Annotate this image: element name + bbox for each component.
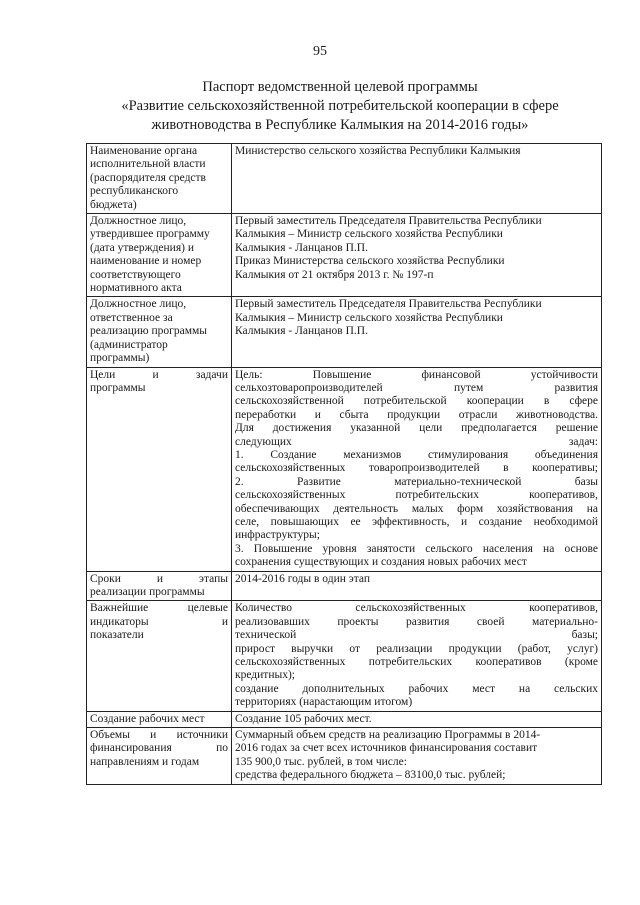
- row-value-line: селе, повышающих ее эффективность, и создание необходимой: [235, 515, 598, 528]
- title-line: животноводства в Республике Калмыкия на 2014-2016 годы»: [151, 117, 529, 133]
- row-value-line: Калмыкия - Ланцанов П.П.: [235, 325, 368, 338]
- row-value-cell: [232, 571, 602, 601]
- row-value-line: Создание 105 рабочих мест.: [235, 712, 372, 725]
- row-value-cell: [232, 297, 602, 367]
- row-label-line: программы: [90, 381, 146, 394]
- table-row: [87, 571, 602, 601]
- row-value-line: 135 900,0 тыс. рублей, в том числе:: [235, 755, 407, 768]
- program-passport-table: [86, 143, 602, 785]
- table-row: [87, 144, 602, 214]
- row-label-line: программы): [90, 352, 150, 365]
- row-value-line: Первый заместитель Председателя Правительства Республики: [235, 215, 542, 228]
- row-label-line: Создание рабочих мест: [90, 712, 205, 725]
- row-label-line: Цели и задачи: [90, 368, 228, 381]
- row-value-line: сельскохозяйственной потребительской кооперации в сфере: [235, 395, 598, 408]
- document-title: [70, 78, 610, 135]
- row-value-line: кредитных);: [235, 669, 295, 682]
- table-row: [87, 728, 602, 785]
- row-label-cell: [87, 297, 232, 367]
- row-value-line: создание дополнительных рабочих мест на сельских: [235, 682, 598, 695]
- table-row: [87, 601, 602, 711]
- row-label-line: нормативного акта: [90, 282, 182, 295]
- row-label-line: Наименование органа: [90, 145, 198, 157]
- row-value-line: Калмыкия - Ланцанов П.П.: [235, 241, 368, 254]
- row-value-line: сохранения существующих и создания новых рабочих мест: [235, 556, 527, 569]
- row-value-line: 3. Повышение уровня занятости сельского населения на основе: [235, 542, 598, 555]
- table-row: [87, 367, 602, 571]
- row-value-line: Калмыкия – Министр сельского хозяйства Республики: [235, 311, 503, 324]
- page-number: 95: [313, 44, 327, 59]
- row-label-line: Должностное лицо,: [90, 215, 187, 228]
- row-value-line: Калмыкия от 21 октября 2013 г. № 197-п: [235, 268, 434, 281]
- title-line: Паспорт ведомственной целевой программы: [202, 79, 478, 95]
- row-value-line: переработки и сбыта продукции отрасли животноводства.: [235, 408, 598, 421]
- row-value-cell: [232, 728, 602, 785]
- row-label-cell: [87, 711, 232, 727]
- row-label-line: наименование и номер: [90, 255, 202, 268]
- row-label-line: индикаторы и: [90, 615, 228, 628]
- row-label-line: Сроки и этапы: [90, 572, 228, 585]
- table-row: [87, 214, 602, 297]
- row-label-cell: [87, 144, 232, 214]
- row-value-line: средства федерального бюджета – 83100,0 тыс. рублей;: [235, 769, 506, 782]
- row-value-line: технической базы;: [235, 629, 598, 642]
- row-value-line: следующих задач:: [235, 435, 598, 448]
- row-label-line: ответственное за: [90, 311, 173, 324]
- row-label-line: (администратор: [90, 338, 168, 351]
- row-label-line: соответствующего: [90, 268, 181, 281]
- row-value-line: инфраструктуры;: [235, 529, 320, 542]
- row-label-cell: [87, 728, 232, 785]
- row-label-line: реализации программы: [90, 586, 205, 598]
- row-value-line: Калмыкия – Министр сельского хозяйства Республики: [235, 228, 503, 241]
- row-value-line: прирост выручки от реализации продукции (работ, услуг): [235, 642, 598, 655]
- row-label-cell: [87, 571, 232, 601]
- row-label-line: исполнительной власти: [90, 158, 206, 171]
- title-line: «Развитие сельскохозяйственной потребительской кооперации в сфере: [121, 98, 559, 114]
- row-label-line: финансирования по: [90, 742, 228, 755]
- row-value-cell: [232, 601, 602, 711]
- row-value-line: сельхозтоваропроизводителей путем развития: [235, 381, 598, 394]
- row-label-line: направлениям и годам: [90, 755, 200, 768]
- row-value-line: Для достижения указанной цели предполагается решение: [235, 422, 598, 435]
- row-value-line: 2016 годах за счет всех источников финансирования составит: [235, 742, 538, 755]
- row-value-cell: [232, 214, 602, 297]
- row-value-cell: [232, 367, 602, 571]
- row-label-cell: [87, 367, 232, 571]
- row-label-line: бюджета): [90, 198, 137, 211]
- row-value-line: Цель: Повышение финансовой устойчивости: [235, 368, 598, 381]
- row-value-line: Первый заместитель Председателя Правительства Республики: [235, 298, 542, 311]
- row-value-cell: [232, 711, 602, 727]
- row-value-line: сельскохозяйственных потребительских кооперативов (кроме: [235, 656, 598, 669]
- row-value-line: 2014-2016 годы в один этап: [235, 572, 370, 585]
- row-label-line: утвердившее программу: [90, 228, 210, 241]
- row-value-line: 1. Создание механизмов стимулирования объединения: [235, 448, 598, 461]
- row-label-line: Важнейшие целевые: [90, 602, 228, 615]
- row-label-line: Должностное лицо,: [90, 298, 187, 311]
- row-value-line: обеспечивающих деятельность малых форм хозяйствования на: [235, 502, 598, 515]
- row-label-line: реализацию программы: [90, 325, 208, 338]
- row-value-line: Приказ Министерства сельского хозяйства Республики: [235, 255, 505, 268]
- table-row: [87, 711, 602, 727]
- row-value-line: территориях (нарастающим итогом): [235, 696, 413, 709]
- row-value-line: сельскохозяйственных товаропроизводителей в кооперативы;: [235, 462, 598, 475]
- row-value-line: Суммарный объем средств на реализацию Программы в 2014-: [235, 729, 541, 742]
- row-label-cell: [87, 601, 232, 711]
- table-row: [87, 297, 602, 367]
- row-value-line: Количество сельскохозяйственных кооперативов,: [235, 602, 598, 615]
- row-value-line: реализовавших проекты развития своей материально-: [235, 615, 598, 628]
- row-label-line: (дата утверждения) и: [90, 241, 194, 254]
- row-value-line: 2. Развитие материально-технической базы: [235, 475, 598, 488]
- row-label-line: республиканского: [90, 185, 179, 198]
- row-value-line: Министерство сельского хозяйства Республики Калмыкия: [235, 145, 521, 157]
- row-value-cell: [232, 144, 602, 214]
- row-label-line: показатели: [90, 629, 144, 642]
- row-label-line: Объемы и источники: [90, 729, 228, 742]
- row-label-line: (распорядителя средств: [90, 171, 206, 184]
- row-label-cell: [87, 214, 232, 297]
- row-value-line: сельскохозяйственных потребительских кооперативов,: [235, 489, 598, 502]
